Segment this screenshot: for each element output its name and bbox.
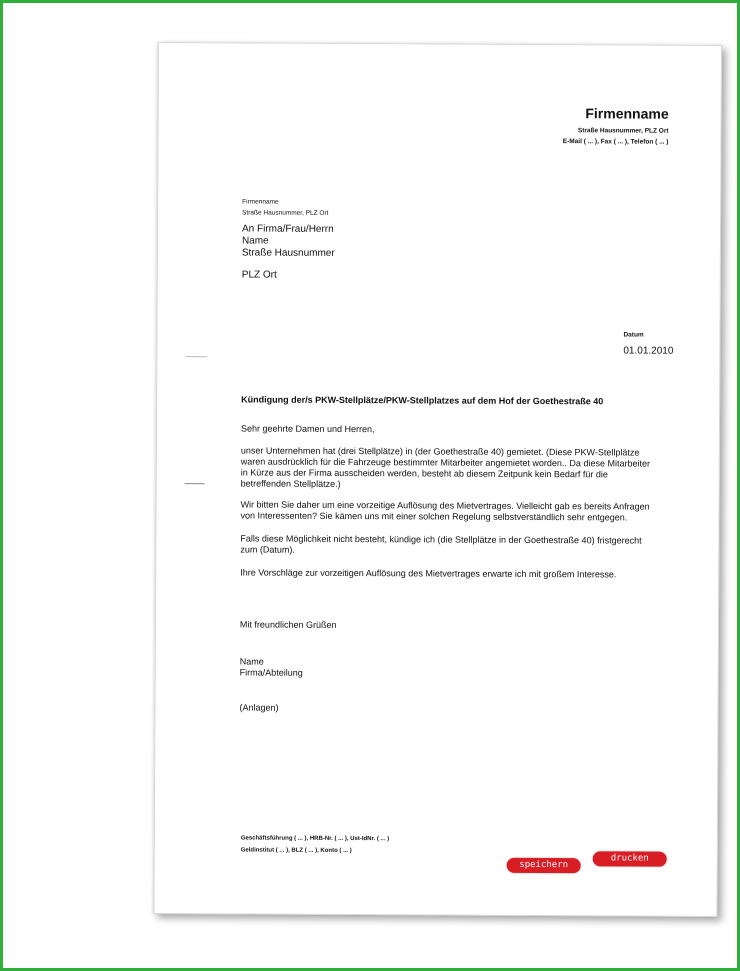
recipient-line-1: An Firma/Frau/Herrn: [241, 223, 334, 235]
footer-line-1: Geschäftsführung ( ... ), HRB-Nr. ( ... ), Ust-IdNr. ( ... ): [240, 835, 390, 843]
letterhead-address: Straße Hausnummer, PLZ Ort: [577, 127, 669, 135]
sender-address: Straße Hausnummer, PLZ Ort: [242, 209, 329, 217]
recipient-line-3: Straße Hausnummer: [241, 247, 335, 259]
letter-document: [153, 42, 722, 917]
body-paragraph-2-line-1: Wir bitten Sie daher um eine vorzeitige Auflösung des Mietvertrages. Vielleicht gab es bereits Anfragen: [240, 499, 650, 512]
letterhead-company-name: Firmenname: [585, 105, 669, 122]
signature-department: Firma/Abteilung: [239, 667, 303, 678]
save-button[interactable]: speichern: [507, 858, 581, 873]
attachments: (Anlagen): [239, 702, 279, 713]
signature-name: Name: [239, 656, 264, 667]
salutation: Sehr geehrte Damen und Herren,: [240, 423, 375, 435]
date-value: 01.01.2010: [623, 345, 674, 357]
letterhead-contact: E-Mail ( ... ), Fax ( ... ), Telefon ( ... ): [562, 138, 669, 146]
body-paragraph-4: Ihre Vorschläge zur vorzeitigen Auflösung des Mietvertrages erwarte ich mit großem Interesse.: [240, 567, 617, 580]
letter-subject: Kündigung der/s PKW-Stellplätze/PKW-Stellplatzes auf dem Hof der Goethestraße 40: [241, 394, 604, 407]
recipient-line-2: Name: [241, 235, 269, 247]
body-paragraph-1-line-1: unser Unternehmen hat (drei Stellplätze) in (der Goethestraße 40) gemietet. (Diese PKW-Stellplätze: [240, 445, 640, 458]
date-label: Datum: [623, 331, 644, 339]
body-paragraph-1-line-2: waren ausdrücklich für die Fahrzeuge bestimmter Mitarbeiter angemietet worden.. Da diese Mitarbeiter: [240, 456, 651, 469]
body-paragraph-3-line-1: Falls diese Möglichkeit nicht besteht, kündige ich (die Stellplätze in der Goethestraße 40) fristgerecht: [240, 533, 642, 546]
hole-punch-mark: [185, 483, 205, 484]
print-button[interactable]: drucken: [593, 851, 667, 866]
body-paragraph-1-line-4: betreffenden Stellplätze.): [240, 478, 341, 489]
footer-line-2: Geldinstitut ( ... ), BLZ ( ... ), Konto ( ... ): [240, 847, 352, 855]
body-paragraph-2-line-2: von Interessenten? Sie kämen uns mit einer solchen Regelung selbstverständlich sehr entgegen.: [240, 510, 628, 523]
closing: Mit freundlichen Grüßen: [239, 619, 337, 630]
recipient-line-4: PLZ Ort: [241, 269, 277, 281]
sender-name: Firmenname: [242, 198, 279, 206]
fold-mark: [185, 356, 207, 357]
body-paragraph-1-line-3: in Kürze aus der Firma ausscheiden werden, besteht ab diesem Zeitpunk kein Bedarf für die: [240, 467, 608, 480]
body-paragraph-3-line-2: zum (Datum).: [240, 544, 295, 555]
